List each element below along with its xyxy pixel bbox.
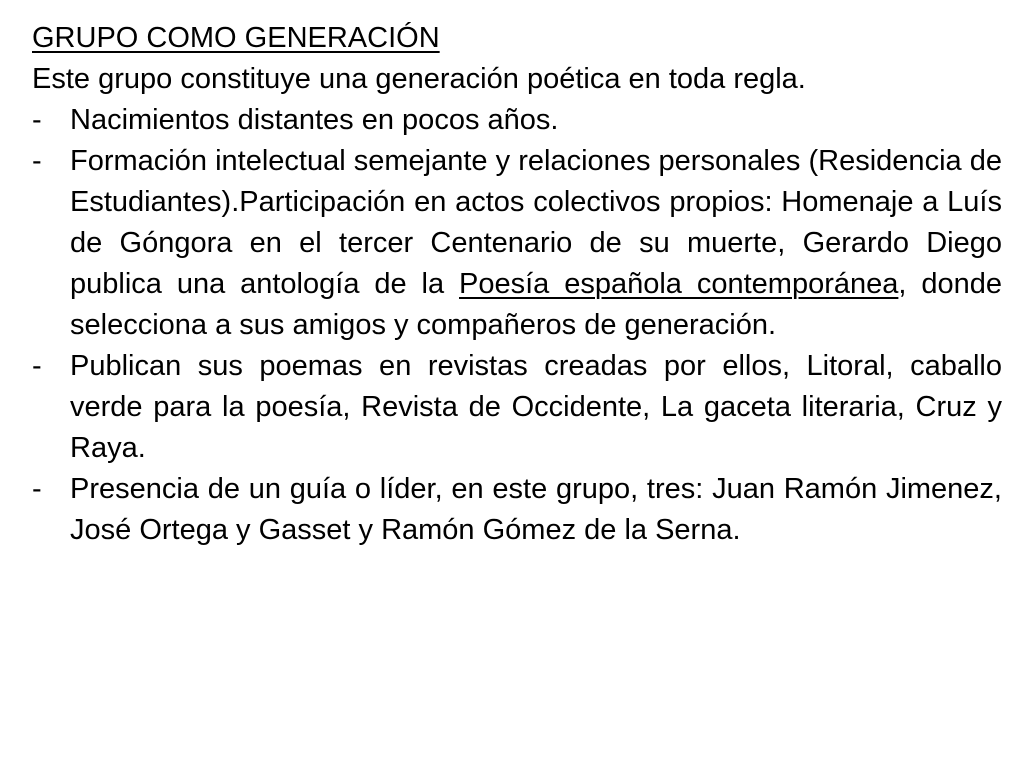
list-item-text: Publican sus poemas en revistas creadas por ellos, Litoral, caballo verde para la poesía, Revista de Occidente, La gaceta literaria, Cruz y Raya. [70,350,1002,464]
list-item-text [70,141,1002,346]
list-item-text: Nacimientos distantes en pocos años. [70,104,559,136]
list-item-text-after: , donde selecciona a sus amigos y compañeros de generación. [70,268,1002,341]
list-item [32,346,1002,469]
list-item-text-before: Formación intelectual semejante y relaciones personales (Residencia de Estudiantes).Participación en actos colectivos propios: Homenaje a Luís de Góngora en el tercer Centenario de su muerte, Gerardo Diego publica una antología de la [70,145,1002,300]
list-item [32,100,1002,141]
list-item-text: Presencia de un guía o líder, en este grupo, tres: Juan Ramón Jimenez, José Ortega y Gasset y Ramón Gómez de la Serna. [70,473,1002,546]
slide-title: GRUPO COMO GENERACIÓN [32,22,440,54]
list-item [32,141,1002,346]
bullet-dash: - [32,145,42,177]
bullet-dash: - [32,104,42,136]
bullet-dash: - [32,350,42,382]
list-item [32,469,1002,551]
bullet-dash: - [32,473,42,505]
bullet-list [32,100,1002,551]
slide-content [32,18,1002,551]
intro-text: Este grupo constituye una generación poética en toda regla. [32,63,806,95]
book-title-link: Poesía española contemporánea [459,268,899,300]
